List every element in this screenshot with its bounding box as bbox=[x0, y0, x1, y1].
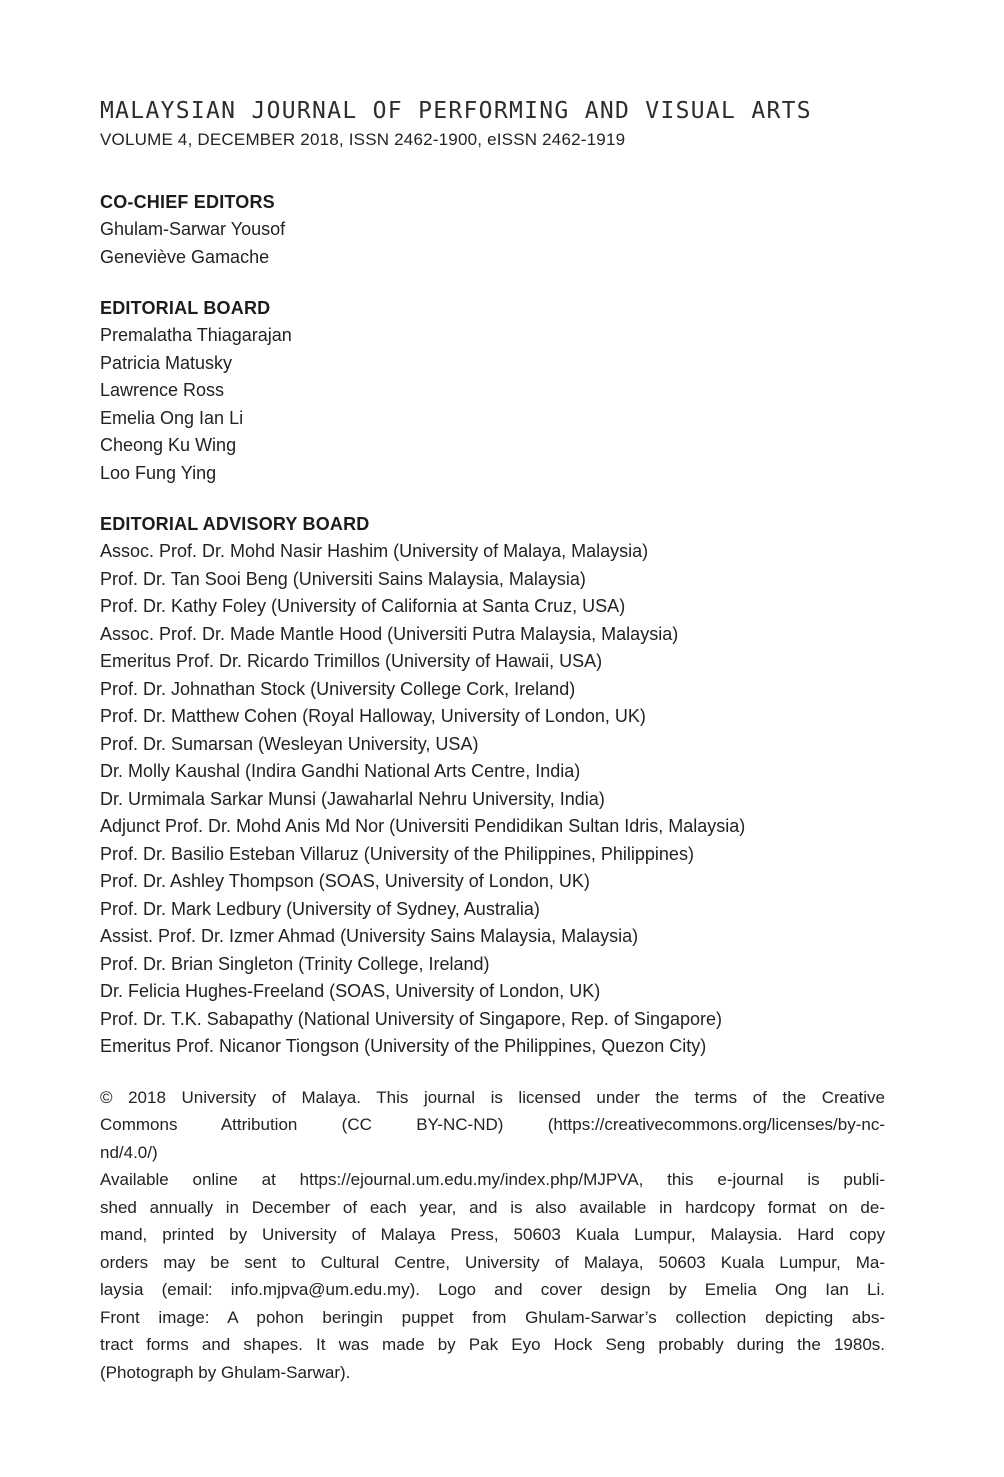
copyright-line: nd/4.0/) bbox=[100, 1142, 158, 1162]
editor-name: Geneviève Gamache bbox=[100, 246, 270, 267]
advisory-member-name: Prof. Dr. Brian Singleton (Trinity College, Ireland) bbox=[100, 953, 490, 974]
copyright-line: Available online at https://ejournal.um.edu.my/index.php/MJPVA, this e-journal is publi- bbox=[100, 1170, 885, 1189]
board-member-name: Premalatha Thiagarajan bbox=[100, 325, 292, 345]
copyright-line: © 2018 University of Malaya. This journal is licensed under the terms of the Creative bbox=[100, 1087, 885, 1107]
co-chief-editors-list bbox=[100, 216, 885, 271]
copyright-line: laysia (email: info.mjpva@um.edu.my). Logo and cover design by Emelia Ong Ian Li. bbox=[100, 1280, 885, 1299]
editor-name: Ghulam-Sarwar Yousof bbox=[100, 219, 286, 239]
journal-volume-issn: VOLUME 4, DECEMBER 2018, ISSN 2462-1900, eISSN 2462-1919 bbox=[100, 130, 626, 149]
copyright-line: tract forms and shapes. It was made by Pak Eyo Hock Seng probably during the 1980s. bbox=[100, 1335, 885, 1354]
advisory-member-name: Assist. Prof. Dr. Izmer Ahmad (University Sains Malaysia, Malaysia) bbox=[100, 926, 639, 946]
board-member-name: Lawrence Ross bbox=[100, 380, 225, 400]
advisory-member-name: Assoc. Prof. Dr. Made Mantle Hood (Universiti Putra Malaysia, Malaysia) bbox=[100, 623, 679, 644]
co-chief-editors-heading: CO-CHIEF EDITORS bbox=[100, 192, 275, 212]
board-member-name: Cheong Ku Wing bbox=[100, 435, 237, 455]
advisory-member-name: Emeritus Prof. Nicanor Tiongson (University of the Philippines, Quezon City) bbox=[100, 1036, 707, 1056]
editorial-board-list bbox=[100, 322, 885, 487]
advisory-member-name: Dr. Molly Kaushal (Indira Gandhi National Arts Centre, India) bbox=[100, 761, 581, 781]
section-editorial-board bbox=[100, 294, 885, 487]
advisory-member-name: Prof. Dr. Tan Sooi Beng (Universiti Sains Malaysia, Malaysia) bbox=[100, 568, 586, 589]
advisory-member-name: Prof. Dr. Matthew Cohen (Royal Halloway, University of London, UK) bbox=[100, 706, 646, 726]
copyright-line: Commons Attribution (CC BY-NC-ND) (https://creativecommons.org/licenses/by-nc- bbox=[100, 1115, 885, 1134]
advisory-member-name: Prof. Dr. Basilio Esteban Villaruz (University of the Philippines, Philippines) bbox=[100, 843, 694, 864]
board-member-name: Loo Fung Ying bbox=[100, 462, 217, 483]
section-editorial-advisory-board bbox=[100, 510, 885, 1061]
advisory-member-name: Prof. Dr. T.K. Sabapathy (National University of Singapore, Rep. of Singapore) bbox=[100, 1008, 722, 1029]
advisory-member-name: Prof. Dr. Sumarsan (Wesleyan University, USA) bbox=[100, 733, 479, 754]
advisory-member-name: Prof. Dr. Johnathan Stock (University College Cork, Ireland) bbox=[100, 678, 576, 699]
advisory-member-name: Prof. Dr. Kathy Foley (University of California at Santa Cruz, USA) bbox=[100, 596, 626, 616]
advisory-member-name: Assoc. Prof. Dr. Mohd Nasir Hashim (University of Malaya, Malaysia) bbox=[100, 541, 649, 561]
journal-title: MALAYSIAN JOURNAL OF PERFORMING AND VISUAL ARTS bbox=[100, 98, 812, 124]
editorial-advisory-board-list bbox=[100, 538, 885, 1061]
copyright-line: Front image: A pohon beringin puppet from Ghulam-Sarwar’s collection depicting abs- bbox=[100, 1307, 885, 1327]
board-member-name: Emelia Ong Ian Li bbox=[100, 407, 244, 428]
advisory-member-name: Prof. Dr. Ashley Thompson (SOAS, University of London, UK) bbox=[100, 871, 590, 891]
advisory-member-name: Dr. Felicia Hughes-Freeland (SOAS, University of London, UK) bbox=[100, 981, 601, 1001]
section-co-chief-editors bbox=[100, 188, 885, 271]
advisory-member-name: Dr. Urmimala Sarkar Munsi (Jawaharlal Nehru University, India) bbox=[100, 788, 605, 809]
editorial-board-heading: EDITORIAL BOARD bbox=[100, 298, 271, 318]
editorial-advisory-board-heading: EDITORIAL ADVISORY BOARD bbox=[100, 514, 370, 534]
journal-masthead bbox=[100, 96, 885, 154]
copyright-notice bbox=[100, 1084, 885, 1387]
advisory-member-name: Prof. Dr. Mark Ledbury (University of Sydney, Australia) bbox=[100, 898, 540, 919]
copyright-line: orders may be sent to Cultural Centre, University of Malaya, 50603 Kuala Lumpur, Ma- bbox=[100, 1252, 885, 1272]
copyright-line: (Photograph by Ghulam-Sarwar). bbox=[100, 1362, 351, 1382]
board-member-name: Patricia Matusky bbox=[100, 352, 233, 373]
copyright-line: mand, printed by University of Malaya Press, 50603 Kuala Lumpur, Malaysia. Hard copy bbox=[100, 1225, 885, 1244]
advisory-member-name: Adjunct Prof. Dr. Mohd Anis Md Nor (Universiti Pendidikan Sultan Idris, Malaysia) bbox=[100, 816, 746, 836]
advisory-member-name: Emeritus Prof. Dr. Ricardo Trimillos (University of Hawaii, USA) bbox=[100, 651, 603, 671]
copyright-line: shed annually in December of each year, and is also available in hardcopy format on de- bbox=[100, 1197, 885, 1217]
